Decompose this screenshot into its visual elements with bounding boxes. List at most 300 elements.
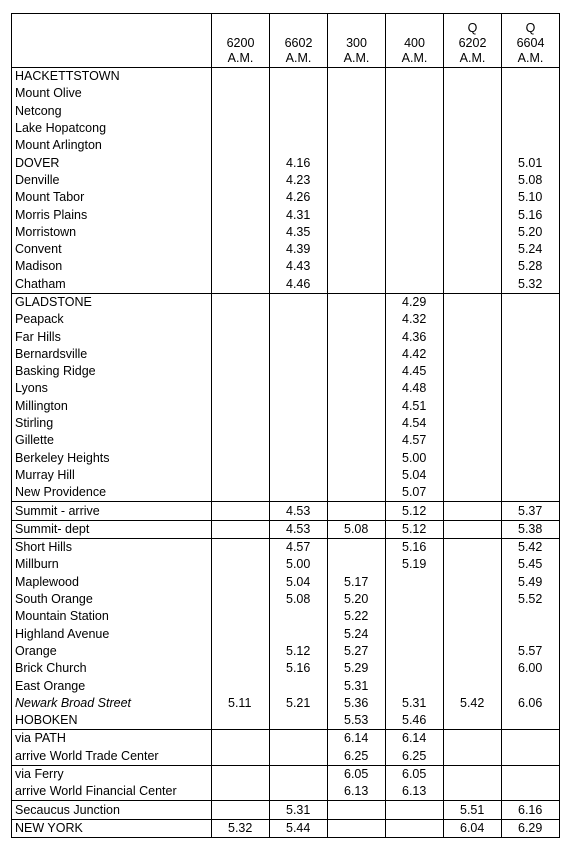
departure-time: 5.12 <box>270 643 328 660</box>
train-number: 6202 <box>458 36 487 50</box>
departure-time <box>212 189 270 206</box>
departure-time <box>502 311 560 328</box>
departure-time <box>502 363 560 380</box>
station-name: Maplewood <box>12 574 212 591</box>
departure-time: 4.57 <box>386 432 444 449</box>
departure-time: 6.05 <box>386 765 444 783</box>
departure-time <box>328 85 386 102</box>
departure-time <box>328 172 386 189</box>
departure-time <box>444 398 502 415</box>
station-name: Berkeley Heights <box>12 450 212 467</box>
timetable-row <box>12 172 560 189</box>
departure-time: 5.32 <box>502 276 560 294</box>
departure-time: 5.22 <box>328 608 386 625</box>
departure-time <box>328 224 386 241</box>
departure-time <box>386 626 444 643</box>
departure-time <box>444 380 502 397</box>
departure-time <box>502 293 560 311</box>
timetable-row <box>12 502 560 520</box>
departure-time: 5.19 <box>386 556 444 573</box>
departure-time <box>270 363 328 380</box>
departure-time <box>328 539 386 557</box>
departure-time <box>444 591 502 608</box>
timetable-row <box>12 591 560 608</box>
station-name: Secaucus Junction <box>12 801 212 819</box>
departure-time <box>328 293 386 311</box>
departure-time <box>270 293 328 311</box>
departure-time <box>502 137 560 154</box>
departure-time <box>444 172 502 189</box>
departure-time <box>444 502 502 520</box>
departure-time <box>328 432 386 449</box>
station-name: Summit - arrive <box>12 502 212 520</box>
timetable-row <box>12 415 560 432</box>
departure-time: 4.26 <box>270 189 328 206</box>
departure-time: 6.14 <box>328 730 386 748</box>
departure-time <box>444 206 502 223</box>
departure-time <box>328 189 386 206</box>
departure-time: 6.05 <box>328 765 386 783</box>
departure-time <box>212 730 270 748</box>
departure-time: 5.04 <box>386 467 444 484</box>
departure-time: 5.46 <box>386 712 444 730</box>
station-name: New Providence <box>12 484 212 502</box>
station-name: HOBOKEN <box>12 712 212 730</box>
timetable-row <box>12 450 560 467</box>
departure-time: 5.20 <box>328 591 386 608</box>
departure-time: 4.35 <box>270 224 328 241</box>
departure-time <box>212 224 270 241</box>
departure-time <box>212 68 270 86</box>
station-name: Morris Plains <box>12 206 212 223</box>
departure-time: 5.42 <box>502 539 560 557</box>
departure-time <box>328 502 386 520</box>
departure-time <box>444 120 502 137</box>
station-name: via Ferry <box>12 765 212 783</box>
departure-time <box>212 748 270 766</box>
timetable-row <box>12 539 560 557</box>
departure-time: 5.00 <box>386 450 444 467</box>
station-name: Stirling <box>12 415 212 432</box>
station-name: South Orange <box>12 591 212 608</box>
departure-time <box>444 346 502 363</box>
departure-time <box>212 206 270 223</box>
departure-time <box>212 660 270 677</box>
timetable-row <box>12 695 560 712</box>
departure-time <box>270 432 328 449</box>
departure-time <box>502 432 560 449</box>
departure-time: 5.20 <box>502 224 560 241</box>
departure-time: 5.45 <box>502 556 560 573</box>
station-name: DOVER <box>12 154 212 171</box>
departure-time <box>270 450 328 467</box>
departure-time: 5.04 <box>270 574 328 591</box>
departure-time: 4.39 <box>270 241 328 258</box>
timetable-row <box>12 346 560 363</box>
timetable-row <box>12 467 560 484</box>
departure-time <box>328 68 386 86</box>
departure-time <box>444 626 502 643</box>
timetable-row <box>12 68 560 86</box>
departure-time: 4.51 <box>386 398 444 415</box>
departure-time: 5.16 <box>502 206 560 223</box>
timetable-row <box>12 801 560 819</box>
departure-time <box>502 712 560 730</box>
departure-time <box>444 189 502 206</box>
departure-time <box>212 765 270 783</box>
timetable <box>11 13 560 838</box>
departure-time <box>212 556 270 573</box>
departure-time <box>328 819 386 837</box>
departure-time: 5.49 <box>502 574 560 591</box>
departure-time <box>386 85 444 102</box>
train-period: A.M. <box>401 51 428 65</box>
station-name: Convent <box>12 241 212 258</box>
departure-time: 5.10 <box>502 189 560 206</box>
departure-time <box>328 556 386 573</box>
departure-time <box>502 380 560 397</box>
departure-time: 6.29 <box>502 819 560 837</box>
departure-time <box>270 467 328 484</box>
departure-time <box>502 730 560 748</box>
train-column-header <box>502 14 560 68</box>
departure-time <box>444 467 502 484</box>
timetable-row <box>12 85 560 102</box>
station-name: Madison <box>12 258 212 275</box>
departure-time: 6.14 <box>386 730 444 748</box>
departure-time <box>444 730 502 748</box>
station-name: Morristown <box>12 224 212 241</box>
departure-time <box>328 103 386 120</box>
departure-time: 5.12 <box>386 520 444 538</box>
departure-time <box>502 328 560 345</box>
train-period: A.M. <box>343 51 370 65</box>
station-name: Basking Ridge <box>12 363 212 380</box>
timetable-row <box>12 380 560 397</box>
departure-time <box>270 103 328 120</box>
timetable-row <box>12 276 560 294</box>
departure-time <box>444 328 502 345</box>
departure-time: 5.27 <box>328 643 386 660</box>
departure-time <box>502 120 560 137</box>
departure-time <box>444 293 502 311</box>
station-name: Orange <box>12 643 212 660</box>
departure-time <box>444 556 502 573</box>
timetable-row <box>12 328 560 345</box>
departure-time <box>270 677 328 694</box>
departure-time <box>212 539 270 557</box>
departure-time <box>270 730 328 748</box>
departure-time <box>328 328 386 345</box>
departure-time: 5.16 <box>270 660 328 677</box>
station-name: GLADSTONE <box>12 293 212 311</box>
departure-time: 5.12 <box>386 502 444 520</box>
station-name: Gillette <box>12 432 212 449</box>
departure-time: 5.24 <box>328 626 386 643</box>
departure-time: 5.08 <box>328 520 386 538</box>
departure-time <box>386 172 444 189</box>
station-name: Denville <box>12 172 212 189</box>
departure-time: 5.57 <box>502 643 560 660</box>
departure-time: 4.43 <box>270 258 328 275</box>
departure-time <box>444 154 502 171</box>
departure-time: 5.36 <box>328 695 386 712</box>
departure-time: 4.53 <box>270 520 328 538</box>
train-note: Q <box>467 21 478 35</box>
station-name: Mountain Station <box>12 608 212 625</box>
station-name: arrive World Financial Center <box>12 783 212 801</box>
departure-time <box>212 241 270 258</box>
train-column-header <box>328 14 386 68</box>
departure-time <box>386 103 444 120</box>
departure-time <box>444 103 502 120</box>
departure-time: 4.54 <box>386 415 444 432</box>
departure-time <box>444 660 502 677</box>
departure-time <box>386 608 444 625</box>
departure-time: 5.31 <box>386 695 444 712</box>
departure-time: 5.53 <box>328 712 386 730</box>
departure-time <box>212 103 270 120</box>
station-name: Highland Avenue <box>12 626 212 643</box>
departure-time: 6.16 <box>502 801 560 819</box>
departure-time <box>502 677 560 694</box>
departure-time <box>386 819 444 837</box>
departure-time: 5.21 <box>270 695 328 712</box>
departure-time: 6.25 <box>328 748 386 766</box>
departure-time <box>502 748 560 766</box>
timetable-row <box>12 103 560 120</box>
departure-time <box>328 484 386 502</box>
departure-time <box>328 276 386 294</box>
train-period: A.M. <box>227 51 254 65</box>
departure-time: 6.25 <box>386 748 444 766</box>
departure-time <box>386 189 444 206</box>
departure-time <box>212 626 270 643</box>
departure-time <box>328 415 386 432</box>
departure-time <box>270 484 328 502</box>
departure-time <box>270 712 328 730</box>
timetable-row <box>12 258 560 275</box>
station-name: Mount Arlington <box>12 137 212 154</box>
station-name: Millington <box>12 398 212 415</box>
departure-time <box>386 120 444 137</box>
departure-time: 4.31 <box>270 206 328 223</box>
departure-time <box>212 502 270 520</box>
departure-time <box>328 154 386 171</box>
train-number: 6604 <box>516 36 545 50</box>
departure-time <box>444 276 502 294</box>
departure-time <box>502 68 560 86</box>
station-name: NEW YORK <box>12 819 212 837</box>
train-period: A.M. <box>517 51 544 65</box>
departure-time <box>212 120 270 137</box>
station-name: Summit- dept <box>12 520 212 538</box>
train-column-header <box>212 14 270 68</box>
timetable-row <box>12 608 560 625</box>
departure-time: 5.38 <box>502 520 560 538</box>
departure-time: 5.29 <box>328 660 386 677</box>
departure-time <box>328 801 386 819</box>
departure-time <box>386 68 444 86</box>
station-name: Lake Hopatcong <box>12 120 212 137</box>
departure-time: 4.57 <box>270 539 328 557</box>
departure-time <box>444 415 502 432</box>
departure-time <box>386 206 444 223</box>
departure-time <box>444 137 502 154</box>
train-number: 6200 <box>226 36 255 50</box>
departure-time <box>502 415 560 432</box>
station-name: East Orange <box>12 677 212 694</box>
departure-time <box>212 574 270 591</box>
timetable-row <box>12 154 560 171</box>
departure-time <box>270 68 328 86</box>
departure-time <box>386 574 444 591</box>
departure-time: 4.29 <box>386 293 444 311</box>
station-name: HACKETTSTOWN <box>12 68 212 86</box>
departure-time <box>212 801 270 819</box>
timetable-row <box>12 765 560 783</box>
departure-time <box>444 241 502 258</box>
timetable-row <box>12 120 560 137</box>
departure-time <box>270 765 328 783</box>
departure-time <box>502 765 560 783</box>
departure-time <box>386 241 444 258</box>
timetable-row <box>12 189 560 206</box>
departure-time: 4.45 <box>386 363 444 380</box>
departure-time <box>270 748 328 766</box>
departure-time: 5.16 <box>386 539 444 557</box>
station-name: Peapack <box>12 311 212 328</box>
timetable-row <box>12 224 560 241</box>
departure-time <box>444 748 502 766</box>
train-note: Q <box>525 21 536 35</box>
departure-time <box>444 258 502 275</box>
station-name: Far Hills <box>12 328 212 345</box>
departure-time <box>328 467 386 484</box>
departure-time <box>386 660 444 677</box>
departure-time: 5.28 <box>502 258 560 275</box>
station-name: Bernardsville <box>12 346 212 363</box>
departure-time: 5.00 <box>270 556 328 573</box>
timetable-row <box>12 677 560 694</box>
departure-time <box>502 626 560 643</box>
departure-time <box>386 276 444 294</box>
timetable-row <box>12 241 560 258</box>
departure-time <box>444 608 502 625</box>
departure-time: 5.44 <box>270 819 328 837</box>
departure-time <box>444 450 502 467</box>
station-name: Murray Hill <box>12 467 212 484</box>
timetable-row <box>12 574 560 591</box>
train-period: A.M. <box>459 51 486 65</box>
departure-time <box>444 783 502 801</box>
departure-time <box>328 380 386 397</box>
departure-time <box>328 398 386 415</box>
departure-time <box>212 450 270 467</box>
departure-time: 6.13 <box>386 783 444 801</box>
departure-time <box>212 380 270 397</box>
departure-time <box>212 783 270 801</box>
departure-time: 5.08 <box>270 591 328 608</box>
departure-time <box>270 328 328 345</box>
departure-time <box>444 484 502 502</box>
station-name: Brick Church <box>12 660 212 677</box>
station-name: Chatham <box>12 276 212 294</box>
departure-time <box>212 712 270 730</box>
train-period: A.M. <box>285 51 312 65</box>
station-name: Netcong <box>12 103 212 120</box>
departure-time <box>444 712 502 730</box>
timetable-row <box>12 783 560 801</box>
timetable-row <box>12 311 560 328</box>
departure-time: 4.48 <box>386 380 444 397</box>
departure-time <box>212 85 270 102</box>
station-name: Lyons <box>12 380 212 397</box>
departure-time <box>502 783 560 801</box>
departure-time: 4.32 <box>386 311 444 328</box>
departure-time <box>328 206 386 223</box>
departure-time <box>444 363 502 380</box>
departure-time: 4.23 <box>270 172 328 189</box>
departure-time <box>212 484 270 502</box>
departure-time <box>444 677 502 694</box>
departure-time: 5.01 <box>502 154 560 171</box>
departure-time <box>444 520 502 538</box>
station-name: via PATH <box>12 730 212 748</box>
departure-time <box>212 258 270 275</box>
timetable-row <box>12 819 560 837</box>
timetable-header-row <box>12 14 560 68</box>
departure-time <box>502 450 560 467</box>
departure-time <box>212 293 270 311</box>
departure-time: 4.53 <box>270 502 328 520</box>
departure-time <box>386 591 444 608</box>
train-number: 6602 <box>284 36 313 50</box>
departure-time <box>270 398 328 415</box>
departure-time <box>328 363 386 380</box>
train-column-header <box>270 14 328 68</box>
departure-time <box>386 154 444 171</box>
departure-time <box>444 643 502 660</box>
departure-time: 6.13 <box>328 783 386 801</box>
departure-time <box>386 224 444 241</box>
departure-time: 5.32 <box>212 819 270 837</box>
departure-time <box>212 154 270 171</box>
departure-time <box>444 432 502 449</box>
timetable-row <box>12 363 560 380</box>
departure-time <box>270 311 328 328</box>
station-name: Mount Tabor <box>12 189 212 206</box>
departure-time: 5.31 <box>328 677 386 694</box>
departure-time: 4.46 <box>270 276 328 294</box>
departure-time <box>328 120 386 137</box>
train-number: 400 <box>404 36 425 50</box>
departure-time <box>444 85 502 102</box>
departure-time <box>444 68 502 86</box>
departure-time <box>386 801 444 819</box>
departure-time <box>386 137 444 154</box>
departure-time <box>212 591 270 608</box>
departure-time <box>328 450 386 467</box>
departure-time: 6.00 <box>502 660 560 677</box>
departure-time <box>328 137 386 154</box>
timetable-row <box>12 137 560 154</box>
departure-time <box>386 643 444 660</box>
departure-time: 5.42 <box>444 695 502 712</box>
departure-time: 6.04 <box>444 819 502 837</box>
departure-time <box>444 539 502 557</box>
station-name: Newark Broad Street <box>12 695 212 712</box>
